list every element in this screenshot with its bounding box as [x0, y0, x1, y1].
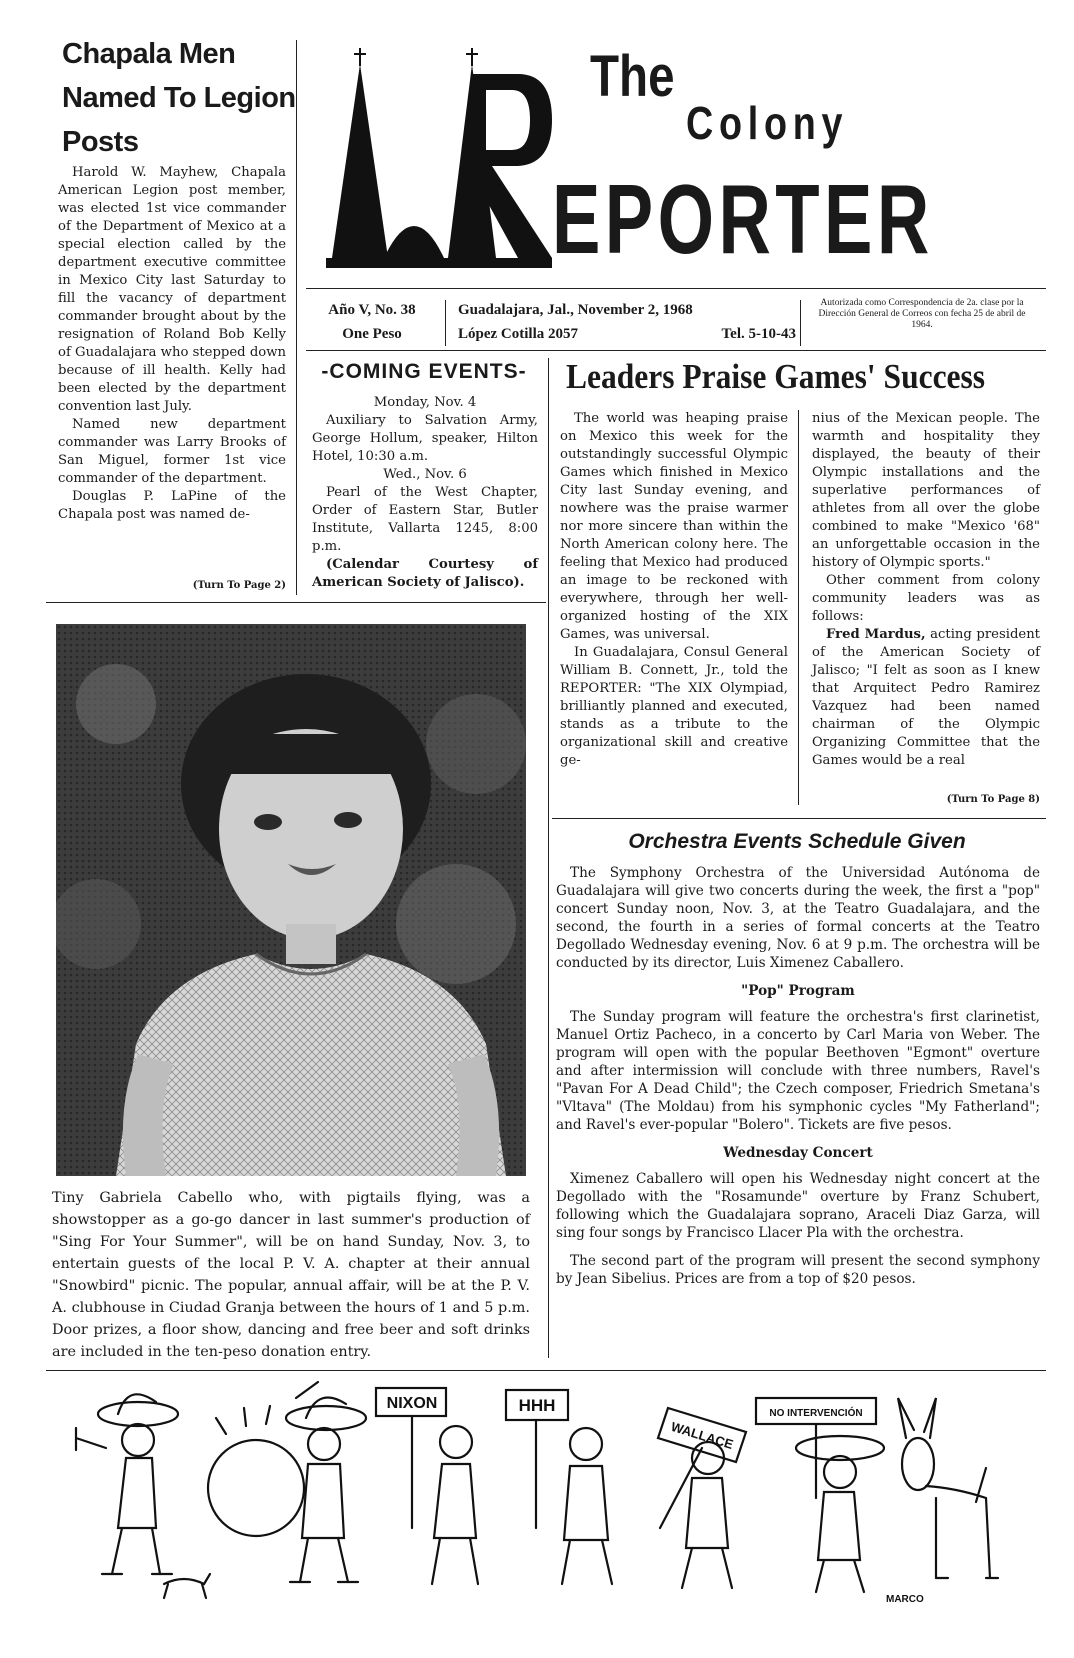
folio-divider: [445, 300, 446, 346]
address: López Cotilla 2057: [458, 326, 578, 342]
event-day: Monday, Nov. 4: [373, 395, 477, 410]
subheading: Wednesday Concert: [723, 1145, 873, 1161]
phone: Tel. 5-10-43: [721, 326, 796, 342]
paragraph: The Symphony Orchestra of the Universidad Autónoma de Guadalajara will give two concerts during the week, the first a "pop" concert Sunday noon, Nov. 3, at the Teatro Guadalajara, and the second, the fourth in a series of formal concerts at the Teatro Degollado Wednesday evening, Nov. 6 at 9 p.m. The orchestra will be conducted by its director, Luis Ximenez Caballero.: [556, 865, 1040, 971]
paragraph: [812, 626, 1040, 770]
child-photo: [56, 624, 526, 1176]
paragraph: The Sunday program will feature the orchestra's first clarinetist, Manuel Ortiz Pacheco, in a concerto by Carl Maria von Weber. The program will open with the popular Beethoven "Egmont" overture and after intermission will conclude with three numbers, Ravel's "Pavan For A Dead Child"; the Czech composer, Friedrich Smetana's "Vltava" (The Moldau) from his symphonic cycles "My Fatherland"; and Ravel's ever-popular "Bolero". Tickets are five pesos.: [556, 1009, 1040, 1133]
speaker-name: Fred Mardus,: [826, 627, 926, 642]
turn-to-page: (Turn To Page 8): [946, 794, 1040, 805]
turn-to-page: (Turn To Page 2): [192, 580, 286, 591]
column-rule: [798, 410, 799, 805]
masthead-rule: [306, 288, 1046, 289]
events-headline: -COMING EVENTS-: [321, 360, 527, 383]
masthead-colony: Colony: [686, 97, 849, 149]
leaders-column-2: [812, 410, 1040, 770]
dateline: Guadalajara, Jal., November 2, 1968: [458, 302, 693, 318]
cartoonist-signature: MARCO: [886, 1594, 924, 1605]
price: One Peso: [342, 326, 402, 342]
paragraph: Douglas P. LaPine of the Chapala post was named de-: [58, 489, 286, 522]
masthead-reporter: EPORTER: [552, 164, 934, 274]
masthead-the: The: [590, 44, 675, 109]
leaders-column-1: [560, 410, 788, 770]
folio-divider: [800, 300, 801, 346]
event-item: Pearl of the West Chapter, Order of Eastern Star, Butler Institute, Vallarta 1245, 8:00 p.m.: [312, 485, 538, 554]
quote-text: acting president of the American Society of Jalisco; "I felt as soon as I knew that Arquitect Pedro Ramirez Vazquez had been named chairman of the Olympic Organizing Committee that the Games would be a real: [812, 627, 1040, 768]
events-credit: (Calendar Courtesy of American Society of Jalisco).: [312, 557, 538, 590]
event-day: Wed., Nov. 6: [383, 467, 467, 482]
cathedral-logo: [322, 44, 552, 272]
paragraph: In Guadalajara, Consul General William B. Connett, Jr., told the REPORTER: "The XIX Olympiad, brilliantly planned and executed, stands as a tribute to the organizational skill and creative ge-: [560, 645, 788, 768]
paragraph: Harold W. Mayhew, Chapala American Legion post member, was elected 1st vice commander of the Department of Mexico at a special election called by the department executive committee in Mexico City last Saturday to fill the vacancy of department commander brought about by the resignation of Roland Bob Kelly of Guadalajara who stepped down because of ill health. Kelly had been elected by the department convention last July.: [58, 165, 286, 414]
folio-rule: [306, 350, 1046, 351]
chapala-headline: Chapala Men Named To Legion Posts: [62, 38, 296, 158]
events-list: [312, 394, 538, 592]
sign-nixon: NIXON: [386, 1395, 438, 1412]
section-rule: [46, 602, 546, 603]
section-rule: [552, 818, 1046, 819]
column-rule: [548, 358, 549, 1358]
photo-caption: Tiny Gabriela Cabello who, with pigtails flying, was a showstopper as a go-go dancer in last summer's production of "Sing For Your Summer", will be on hand Sunday, Nov. 3, to entertain guests of the local P. V. A. chapter at their annual "Snowbird" picnic. The popular, annual affair, will be at the P. V. A. clubhouse in Ciudad Granja between the hours of 1 and 5 p.m. Door prizes, a floor show, dancing and free beer and soft drinks are included in the ten-peso donation entry.: [52, 1190, 530, 1360]
paragraph: Other comment from colony community leaders was as follows:: [812, 573, 1040, 624]
orchestra-headline: Orchestra Events Schedule Given: [628, 830, 966, 853]
subheading: "Pop" Program: [741, 983, 855, 999]
cartoon-parade: [56, 1378, 1046, 1613]
leaders-headline: Leaders Praise Games' Success: [566, 357, 986, 396]
sign-hhh: HHH: [518, 1396, 556, 1415]
paragraph: nius of the Mexican people. The warmth and hospitality they displayed, the beauty of their Olympic installations and the superlative performances of athletes from all over the globe combined to make "Mexico '68" an unforgettable occasion in the history of Olympic sports.": [812, 411, 1040, 570]
paragraph: Named new department commander was Larry Brooks of San Miguel, former 1st vice commander of the department.: [58, 417, 286, 486]
paragraph: The world was heaping praise on Mexico this week for the outstandingly successful Olympic Games which finished in Mexico City last Sunday evening, and nowhere was the praise warmer nor more sincere than within the North American colony here. The feeling that Mexico had produced an image to be reckoned with everywhere, through her well-organized hosting of the XIX Games, was universal.: [560, 411, 788, 642]
event-item: Auxiliary to Salvation Army, George Hollum, speaker, Hilton Hotel, 10:30 a.m.: [312, 413, 538, 464]
chapala-article: [58, 164, 286, 524]
sign-wallace: WALLACE: [669, 1418, 736, 1453]
section-rule: [46, 1370, 1046, 1371]
issue-number: Año V, No. 38: [328, 302, 416, 318]
orchestra-article: [556, 864, 1040, 1288]
sign-no-intervencion: NO INTERVENCIÓN: [769, 1408, 863, 1419]
paragraph: Ximenez Caballero will open his Wednesday night concert at the Degollado with the "Rosamunde" overture by Franz Schubert, following which the Guadalajara soprano, Araceli Diaz Garza, will sing four songs by Francisco Llacer Pla with the orchestra.: [556, 1171, 1040, 1241]
postal-authorization: Autorizada como Correspondencia de 2a. clase por la Dirección General de Correos con fecha 25 de abril de 1964.: [818, 298, 1026, 330]
paragraph: The second part of the program will present the second symphony by Jean Sibelius. Prices are from a top of $20 pesos.: [556, 1253, 1040, 1287]
